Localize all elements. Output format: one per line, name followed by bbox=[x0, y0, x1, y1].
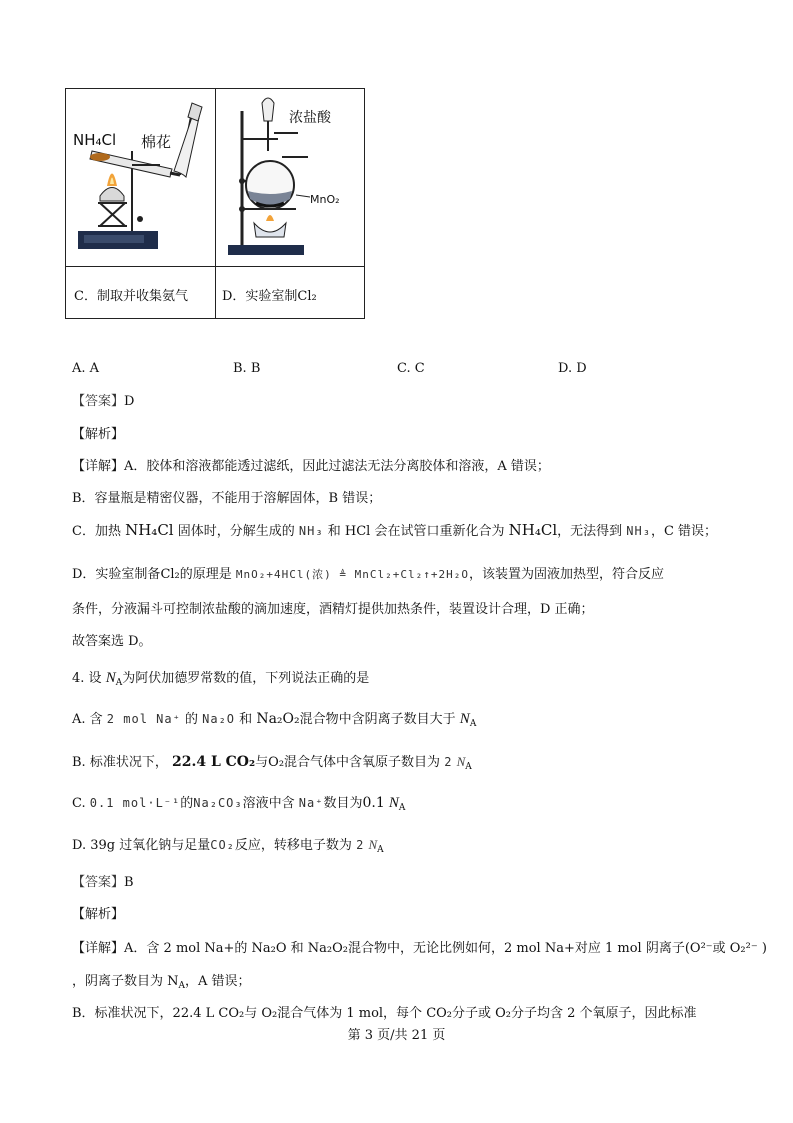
conc-hcl-label: 浓盐酸 bbox=[289, 110, 331, 126]
opt-c-m2: Na₂CO₃ bbox=[193, 796, 243, 810]
q4-stem-2: 为阿伏加德罗常数的值，下列说法正确的是 bbox=[122, 671, 370, 686]
q3-analysis-label: 【解析】 bbox=[72, 427, 125, 442]
caption-d: D．实验室制Cl₂ bbox=[222, 289, 317, 304]
detail-c-text-5: ，无法得到 bbox=[557, 524, 623, 539]
opt-a-m3: Na₂O₂ bbox=[256, 711, 300, 727]
opt-d-m2: 2 bbox=[356, 838, 365, 852]
nh4cl-label: NH₄Cl bbox=[73, 131, 117, 149]
opt-c-4: 数目为 bbox=[323, 796, 363, 811]
opt-b-na: N bbox=[456, 754, 466, 769]
opt-c-m4: 0.1 bbox=[362, 795, 385, 811]
opt-b-m2: O₂ bbox=[268, 755, 285, 770]
mno2-label: MnO₂ bbox=[310, 193, 340, 206]
avogadro-sub: A bbox=[115, 678, 123, 688]
detail-c-text-3: 和 bbox=[327, 524, 341, 539]
opt-d-m1: CO₂ bbox=[210, 838, 235, 852]
cotton-label: 棉花 bbox=[141, 133, 172, 151]
q3-detail-b: B．容量瓶是精密仪器，不能用于溶解固体，B 错误； bbox=[72, 491, 382, 506]
q3-detail-a bbox=[72, 455, 550, 474]
q3-answer bbox=[72, 390, 134, 409]
q4-detail-a-na-sub: A bbox=[178, 981, 186, 991]
avogadro-symbol: N bbox=[105, 670, 116, 686]
detail-c-nh3-2: NH₃ bbox=[626, 524, 651, 538]
detail-d-cl2: Cl₂ bbox=[160, 567, 180, 582]
q3-option-c: C. C bbox=[397, 361, 425, 376]
opt-a-na-sub: A bbox=[469, 719, 477, 729]
detail-c-text-6: ，C 错误； bbox=[650, 524, 718, 539]
q4-detail-a-1: A．含 2 mol Na+的 Na₂O 和 Na₂O₂混合物中，无论比例如何，2 mol Na+对应 1 mol 阴离子(O²⁻或 O₂²⁻ ) bbox=[124, 941, 767, 956]
q3-conclusion: 故答案选 D。 bbox=[72, 634, 152, 649]
opt-a-2: 的 bbox=[184, 712, 198, 727]
detail-c-text-1: C．加热 bbox=[72, 524, 121, 539]
q4-stem-1: 4. 设 bbox=[72, 671, 102, 686]
opt-a-m2: Na₂O bbox=[202, 712, 236, 726]
opt-d-na: N bbox=[368, 837, 378, 852]
opt-c-2: 的 bbox=[180, 796, 194, 811]
q4-detail-label: 【详解】 bbox=[72, 941, 125, 956]
caption-c: C．制取并收集氨气 bbox=[74, 289, 188, 304]
detail-c-nh4cl: NH₄Cl bbox=[125, 521, 174, 539]
opt-b-m3: 2 bbox=[444, 755, 453, 769]
q3-option-a: A. A bbox=[72, 361, 100, 376]
q4-answer bbox=[72, 871, 134, 890]
q4-answer-label: 【答案】 bbox=[72, 875, 125, 890]
q4-stem bbox=[72, 667, 369, 688]
opt-a-4: 混合物中含阴离子数目大于 bbox=[299, 712, 456, 727]
q4-detail-a-2: ，阴离子数目为 N bbox=[72, 974, 179, 989]
opt-d-2: 反应，转移电子数为 bbox=[234, 838, 352, 853]
detail-c-nh4cl-2: NH₄Cl bbox=[508, 521, 558, 539]
detail-c-hcl: HCl bbox=[344, 524, 371, 539]
q4-detail-a-3: ，A 错误； bbox=[185, 974, 251, 989]
ammonia-apparatus-figure bbox=[70, 91, 212, 263]
detail-d-text-3: ，该装置为固液加热型，符合反应 bbox=[468, 567, 664, 582]
opt-c-m1: 0.1 mol·L⁻¹ bbox=[89, 796, 181, 810]
detail-c-nh3: NH₃ bbox=[298, 524, 324, 538]
q4-detail-a bbox=[72, 937, 767, 956]
page-footer: 第 3 页/共 21 页 bbox=[347, 1028, 446, 1043]
q3-detail-d-line2: 条件，分液漏斗可控制浓盐酸的滴加速度，酒精灯提供加热条件，装置设计合理，D 正确； bbox=[72, 602, 594, 617]
answer-label: 【答案】 bbox=[72, 394, 125, 409]
q3-detail-c bbox=[72, 520, 717, 539]
opt-a-m1: 2 mol Na⁺ bbox=[106, 712, 181, 726]
detail-label: 【详解】 bbox=[72, 459, 125, 474]
apparatus-table bbox=[65, 88, 365, 319]
opt-a-3: 和 bbox=[239, 712, 253, 727]
q4-option-d bbox=[72, 834, 384, 855]
opt-b-3: 混合气体中含氧原子数目为 bbox=[284, 755, 441, 770]
q4-option-b bbox=[72, 751, 472, 772]
q4-option-a bbox=[72, 708, 476, 729]
detail-c-text-4: 会在试管口重新化合为 bbox=[374, 524, 505, 539]
detail-a-text: A．胶体和溶液都能透过滤纸，因此过滤法无法分离胶体和溶液，A 错误； bbox=[124, 459, 550, 474]
q4-answer-value: B bbox=[124, 875, 134, 890]
opt-d-na-sub: A bbox=[377, 845, 384, 855]
table-divider-horizontal bbox=[66, 266, 364, 267]
opt-c-na-sub: A bbox=[398, 803, 406, 813]
opt-d-1: D. 39g 过氧化钠与足量 bbox=[72, 838, 211, 853]
detail-c-text-2: 固体时，分解生成的 bbox=[177, 524, 295, 539]
table-divider-vertical bbox=[215, 89, 216, 318]
detail-d-text-1: D．实验室制备 bbox=[72, 567, 161, 582]
q3-detail-d bbox=[72, 563, 664, 582]
opt-b-1: B. 标准状况下， bbox=[72, 755, 168, 770]
answer-value: D bbox=[124, 394, 135, 409]
detail-d-equation: MnO₂+4HCl(浓) ≜ MnCl₂+Cl₂↑+2H₂O bbox=[235, 568, 469, 581]
q4-detail-b: B．标准状况下，22.4 L CO₂与 O₂混合气体为 1 mol，每个 CO₂分子或 O₂分子均含 2 个氧原子，因此标准 bbox=[72, 1006, 697, 1021]
q4-option-c bbox=[72, 792, 405, 813]
opt-c-na: N bbox=[388, 795, 399, 811]
opt-b-m1: 22.4 L CO₂ bbox=[171, 754, 256, 770]
q3-option-d: D. D bbox=[558, 361, 587, 376]
opt-c-1: C. bbox=[72, 796, 86, 811]
opt-c-m3: Na⁺ bbox=[298, 796, 324, 810]
q4-analysis-label: 【解析】 bbox=[72, 907, 125, 922]
opt-a-na: N bbox=[459, 711, 470, 727]
opt-b-2: 与 bbox=[255, 755, 269, 770]
detail-d-text-2: 的原理是 bbox=[179, 567, 232, 582]
opt-a-1: A. 含 bbox=[72, 712, 103, 727]
opt-c-3: 溶液中含 bbox=[242, 796, 295, 811]
opt-b-na-sub: A bbox=[465, 762, 472, 772]
q3-option-b: B. B bbox=[233, 361, 261, 376]
q4-detail-a-line2 bbox=[72, 970, 251, 991]
